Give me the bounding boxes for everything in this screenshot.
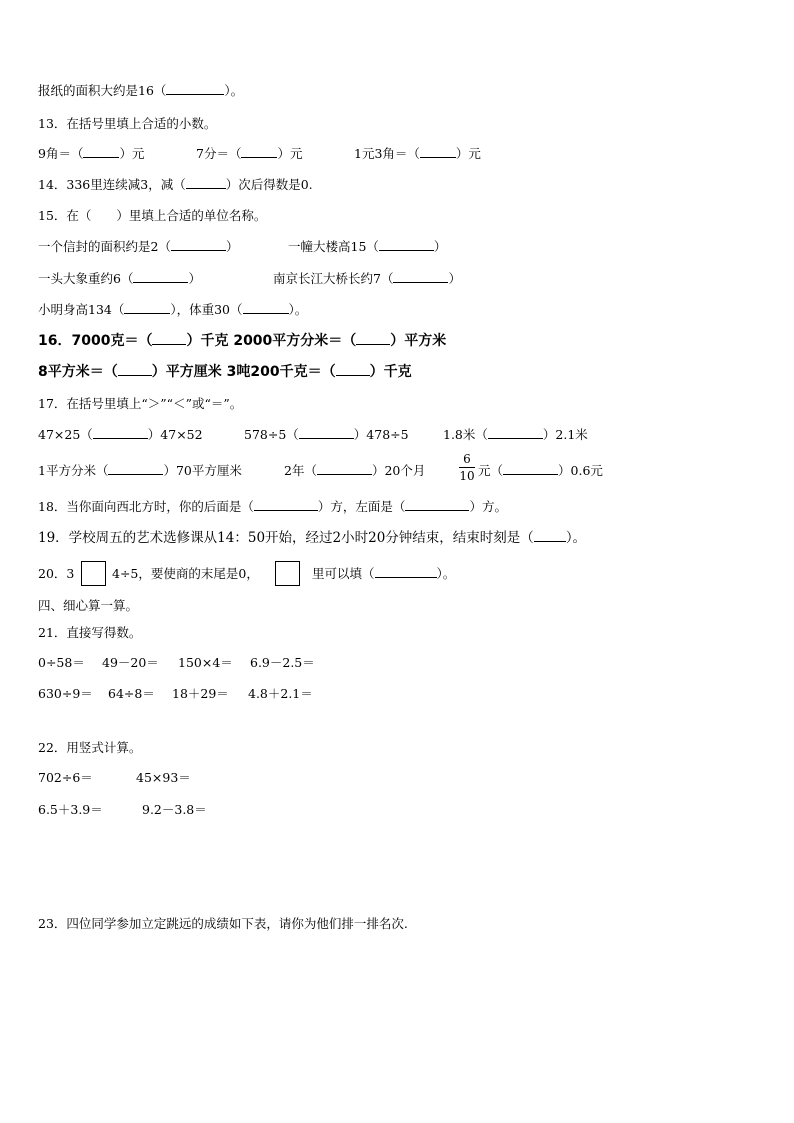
q15-row2 <box>38 271 758 287</box>
q21-r1-c3: 150×4＝ <box>178 655 233 670</box>
q15-a-blank[interactable] <box>171 239 226 251</box>
q21-r2-c3: 18＋29＝ <box>172 686 229 701</box>
q22-row1 <box>38 770 758 786</box>
q13-items <box>38 146 758 162</box>
q16-d-post: ）千克 <box>369 364 412 380</box>
q13-b-pre: 7分＝（ <box>196 146 242 161</box>
q20-box-2[interactable] <box>275 561 300 586</box>
q21-stem: 21．直接写得数。 <box>38 625 142 640</box>
q13-c-pre: 1元3角＝（ <box>354 146 420 161</box>
q20-line <box>38 566 758 582</box>
q17-f-unit: 元（ <box>478 463 504 478</box>
q15-e-mid: ），体重30（ <box>170 302 243 317</box>
q18-pre: 18．当你面向西北方时，你的后面是（ <box>38 499 254 514</box>
q19-line <box>38 530 586 546</box>
q15-c-post: ） <box>188 271 201 286</box>
q15-c-pre: 一头大象重约6（ <box>38 271 134 286</box>
q15-c-blank[interactable] <box>133 271 188 283</box>
q14-pre: 14．336里连续减3，减（ <box>38 177 186 192</box>
q21-r2-c2: 64÷8＝ <box>108 686 155 701</box>
q16-d-blank[interactable] <box>336 364 370 376</box>
q22-r1-c2: 45×93＝ <box>136 770 191 785</box>
q13-stem: 13．在括号里填上合适的小数。 <box>38 116 217 131</box>
q13-c-post: ）元 <box>455 146 481 161</box>
q17-f-blank[interactable] <box>503 463 558 475</box>
q17-row1 <box>38 427 758 443</box>
q16-b-pre: 2000平方分米＝（ <box>233 333 357 349</box>
q20-box-1[interactable] <box>81 561 106 586</box>
q13-a-blank[interactable] <box>83 146 119 158</box>
q16-c-pre: 8平方米＝（ <box>38 364 118 380</box>
q18-mid: ）方，左面是（ <box>317 499 406 514</box>
q15-e-post: ）。 <box>288 302 308 317</box>
q20-part-c: 里可以填（ <box>312 566 375 581</box>
q17-a-right: ）47×52 <box>147 427 203 442</box>
q18-post: ）方。 <box>469 499 507 514</box>
q15-d-pre: 南京长江大桥长约7（ <box>273 271 394 286</box>
q21-r1-c4: 6.9－2.5＝ <box>250 655 315 670</box>
q16-a-pre: 16．7000克＝（ <box>38 333 153 349</box>
q19-pre: 19．学校周五的艺术选修课从14：50开始，经过2小时20分钟结束，结束时刻是（ <box>38 530 534 546</box>
q17-a-left: 47×25（ <box>38 427 93 442</box>
q17-d-right: ）70平方厘米 <box>163 463 242 478</box>
q17-fraction <box>459 452 475 483</box>
q16-c-blank[interactable] <box>118 364 152 376</box>
q18-line <box>38 499 507 515</box>
q21-r2-c4: 4.8＋2.1＝ <box>248 686 313 701</box>
q19-post: ）。 <box>565 530 587 546</box>
q20-part-d: ）。 <box>436 566 456 581</box>
q15-d-blank[interactable] <box>393 271 448 283</box>
q17-e-blank[interactable] <box>317 463 372 475</box>
q22-r2-c1: 6.5＋3.9＝ <box>38 802 103 817</box>
q17-fraction-bar <box>459 467 475 468</box>
q12-tail-end: ）。 <box>224 83 244 98</box>
q17-b-left: 578÷5（ <box>244 427 299 442</box>
q17-f-right: ）0.6元 <box>558 463 603 478</box>
q14-line <box>38 177 313 193</box>
q21-row2 <box>38 686 758 702</box>
q16-b-blank[interactable] <box>356 333 390 345</box>
q20-blank[interactable] <box>375 566 437 578</box>
q15-row3 <box>38 302 307 318</box>
q17-c-blank[interactable] <box>488 427 543 439</box>
q18-blank-left[interactable] <box>405 499 469 511</box>
q15-row1 <box>38 239 758 255</box>
q12-tail-line <box>38 83 243 99</box>
q13-b-blank[interactable] <box>241 146 277 158</box>
q16-a-blank[interactable] <box>152 333 186 345</box>
q21-r1-c2: 49－20＝ <box>102 655 159 670</box>
q17-b-right: ）478÷5 <box>353 427 409 442</box>
q14-post: ）次后得数是0. <box>225 177 313 192</box>
q17-row2 <box>38 463 758 479</box>
q22-r2-c2: 9.2－3.8＝ <box>142 802 207 817</box>
q16-a-post: ）千克 <box>186 333 229 349</box>
q17-e-left: 2年（ <box>284 463 317 478</box>
q17-a-blank[interactable] <box>93 427 148 439</box>
q17-e-right: ）20个月 <box>371 463 426 478</box>
q16-row2 <box>38 364 412 380</box>
q13-c-blank[interactable] <box>420 146 456 158</box>
q12-answer-blank[interactable] <box>166 83 224 95</box>
q22-r1-c1: 702÷6＝ <box>38 770 93 785</box>
q15-e-pre: 小明身高134（ <box>38 302 125 317</box>
q20-part-b: 4÷5，要使商的末尾是0， <box>112 566 259 581</box>
q15-e-blank-weight[interactable] <box>243 302 289 314</box>
q15-b-pre: 一幢大楼高15（ <box>288 239 379 254</box>
q17-d-blank[interactable] <box>108 463 163 475</box>
q22-stem: 22．用竖式计算。 <box>38 740 142 755</box>
section-4-heading: 四、细心算一算。 <box>38 598 139 613</box>
q17-c-left: 1.8米（ <box>443 427 488 442</box>
q18-blank-behind[interactable] <box>254 499 318 511</box>
q17-stem: 17．在括号里填上“＞”“＜”或“＝”。 <box>38 396 243 411</box>
q15-b-post: ） <box>433 239 447 254</box>
q16-d-pre: 3吨200千克＝（ <box>226 364 336 380</box>
q17-d-left: 1平方分米（ <box>38 463 109 478</box>
q13-a-pre: 9角＝（ <box>38 146 84 161</box>
q21-row1 <box>38 655 758 671</box>
q13-a-post: ）元 <box>119 146 145 161</box>
q15-e-blank-height[interactable] <box>124 302 170 314</box>
q14-blank[interactable] <box>186 177 226 189</box>
q17-fraction-numerator: 6 <box>463 452 471 466</box>
q12-tail-text: 报纸的面积大约是16（ <box>38 83 167 98</box>
q19-blank[interactable] <box>534 530 566 542</box>
q22-row2 <box>38 802 758 818</box>
q17-c-right: ）2.1米 <box>542 427 588 442</box>
q20-part-a: 20．3 <box>38 566 75 581</box>
q15-a-pre: 一个信封的面积约是2（ <box>38 239 171 254</box>
q13-b-post: ）元 <box>277 146 303 161</box>
q15-d-post: ） <box>448 271 461 286</box>
q21-r2-c1: 630÷9＝ <box>38 686 93 701</box>
q15-stem: 15．在（ ）里填上合适的单位名称。 <box>38 208 267 223</box>
q15-b-blank[interactable] <box>379 239 434 251</box>
q16-row1 <box>38 333 446 349</box>
q15-a-post: ） <box>225 239 239 254</box>
q17-fraction-denominator: 10 <box>459 469 475 483</box>
q17-b-blank[interactable] <box>299 427 354 439</box>
q16-c-post: ）平方厘米 <box>151 364 222 380</box>
q21-r1-c1: 0÷58＝ <box>38 655 85 670</box>
q23-stem: 23．四位同学参加立定跳远的成绩如下表，请你为他们排一排名次. <box>38 916 408 931</box>
q16-b-post: ）平方米 <box>390 333 447 349</box>
